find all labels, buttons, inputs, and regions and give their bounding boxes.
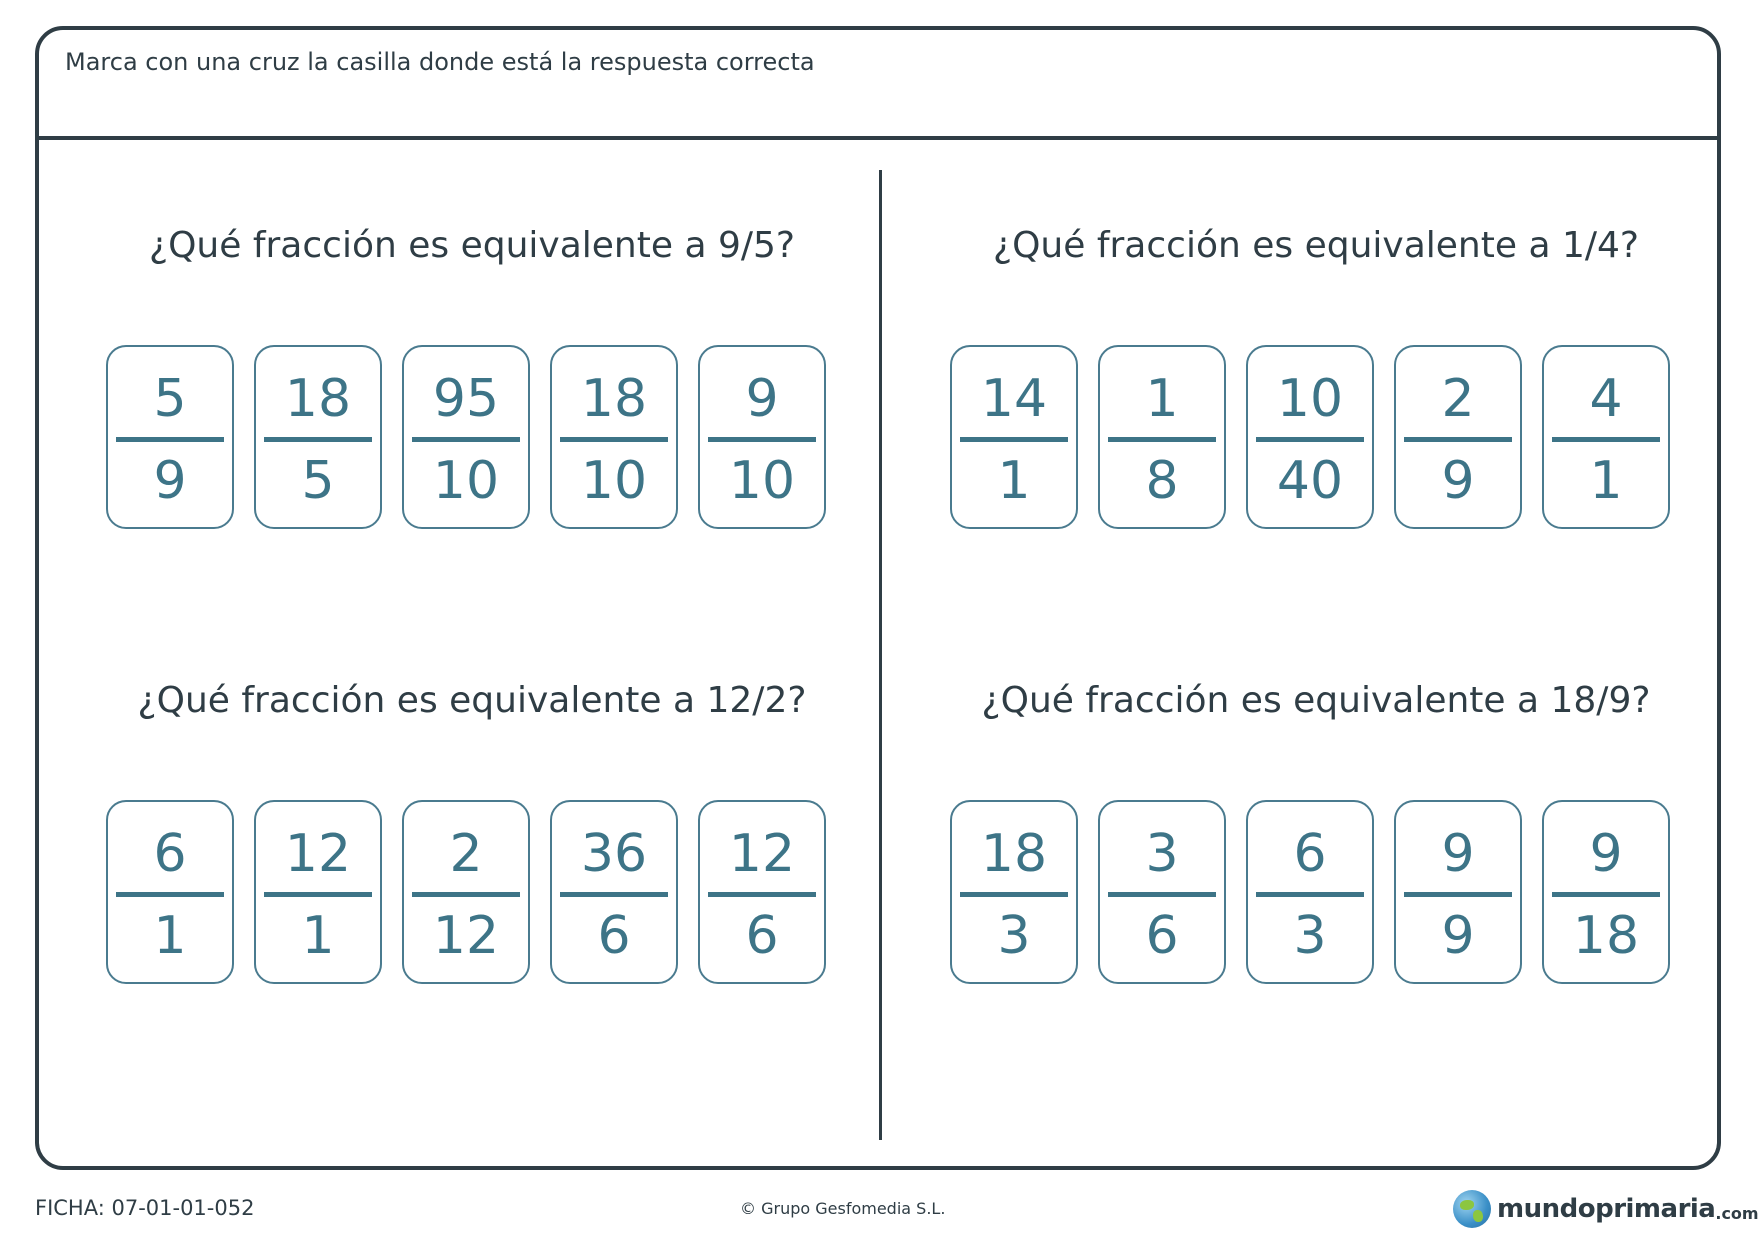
numerator: 14 <box>980 369 1048 429</box>
logo-tld: .com <box>1715 1203 1759 1223</box>
option-card[interactable] <box>254 800 382 984</box>
question-4: ¿Qué fracción es equivalente a 18/9? <box>981 680 1651 721</box>
exercise-2 <box>936 225 1696 545</box>
fraction-bar <box>1404 437 1512 442</box>
numerator: 18 <box>580 369 648 429</box>
denominator: 8 <box>1145 451 1179 511</box>
denominator: 1 <box>153 906 187 966</box>
option-card[interactable] <box>950 800 1078 984</box>
option-card[interactable] <box>1394 345 1522 529</box>
option-card[interactable] <box>550 345 678 529</box>
numerator: 4 <box>1589 369 1623 429</box>
denominator: 10 <box>580 451 648 511</box>
denominator: 3 <box>1293 906 1327 966</box>
option-card[interactable] <box>950 345 1078 529</box>
instruction-text: Marca con una cruz la casilla donde está la respuesta correcta <box>65 48 815 76</box>
option-card[interactable] <box>402 800 530 984</box>
logo-word: mundoprimaria <box>1497 1194 1716 1224</box>
fraction-bar <box>960 892 1068 897</box>
numerator: 6 <box>153 824 187 884</box>
options-2 <box>950 345 1670 529</box>
denominator: 3 <box>997 906 1031 966</box>
denominator: 18 <box>1572 906 1640 966</box>
fraction-bar <box>1552 892 1660 897</box>
option-card[interactable] <box>1246 800 1374 984</box>
numerator: 12 <box>284 824 352 884</box>
exercise-4 <box>936 680 1696 1000</box>
fraction-bar <box>116 437 224 442</box>
denominator: 9 <box>1441 906 1475 966</box>
fraction-bar <box>412 437 520 442</box>
denominator: 1 <box>997 451 1031 511</box>
option-card[interactable] <box>698 800 826 984</box>
denominator: 9 <box>153 451 187 511</box>
option-card[interactable] <box>1098 800 1226 984</box>
fraction-bar <box>412 892 520 897</box>
fraction-bar <box>708 437 816 442</box>
option-card[interactable] <box>254 345 382 529</box>
numerator: 12 <box>728 824 796 884</box>
option-card[interactable] <box>550 800 678 984</box>
option-card[interactable] <box>1394 800 1522 984</box>
denominator: 6 <box>597 906 631 966</box>
denominator: 1 <box>301 906 335 966</box>
fraction-bar <box>1108 437 1216 442</box>
numerator: 18 <box>284 369 352 429</box>
denominator: 6 <box>1145 906 1179 966</box>
option-card[interactable] <box>1542 345 1670 529</box>
fraction-bar <box>1108 892 1216 897</box>
copyright: © Grupo Gesfomedia S.L. <box>740 1199 946 1218</box>
denominator: 9 <box>1441 451 1475 511</box>
options-3 <box>106 800 826 984</box>
option-card[interactable] <box>106 345 234 529</box>
worksheet <box>35 26 1721 1170</box>
denominator: 12 <box>432 906 500 966</box>
question-2: ¿Qué fracción es equivalente a 1/4? <box>992 225 1639 266</box>
fraction-bar <box>264 892 372 897</box>
fraction-bar <box>560 437 668 442</box>
fraction-bar <box>116 892 224 897</box>
fraction-bar <box>1552 437 1660 442</box>
numerator: 6 <box>1293 824 1327 884</box>
option-card[interactable] <box>698 345 826 529</box>
numerator: 9 <box>1441 824 1475 884</box>
numerator: 9 <box>745 369 779 429</box>
numerator: 10 <box>1276 369 1344 429</box>
denominator: 40 <box>1276 451 1344 511</box>
option-card[interactable] <box>1246 345 1374 529</box>
denominator: 10 <box>728 451 796 511</box>
exercise-3 <box>92 680 852 1000</box>
fraction-bar <box>264 437 372 442</box>
numerator: 1 <box>1145 369 1179 429</box>
ficha-code: FICHA: 07-01-01-052 <box>35 1196 255 1220</box>
option-card[interactable] <box>106 800 234 984</box>
question-1: ¿Qué fracción es equivalente a 9/5? <box>148 225 795 266</box>
denominator: 6 <box>745 906 779 966</box>
globe-icon <box>1453 1190 1491 1228</box>
numerator: 5 <box>153 369 187 429</box>
numerator: 2 <box>449 824 483 884</box>
options-1 <box>106 345 826 529</box>
denominator: 10 <box>432 451 500 511</box>
fraction-bar <box>708 892 816 897</box>
denominator: 5 <box>301 451 335 511</box>
column-divider <box>879 170 882 1140</box>
option-card[interactable] <box>1542 800 1670 984</box>
numerator: 9 <box>1589 824 1623 884</box>
numerator: 36 <box>580 824 648 884</box>
exercise-1 <box>92 225 852 545</box>
option-card[interactable] <box>1098 345 1226 529</box>
fraction-bar <box>1404 892 1512 897</box>
fraction-bar <box>960 437 1068 442</box>
fraction-bar <box>1256 437 1364 442</box>
instruction-bar <box>39 30 1717 140</box>
denominator: 1 <box>1589 451 1623 511</box>
numerator: 2 <box>1441 369 1475 429</box>
fraction-bar <box>560 892 668 897</box>
option-card[interactable] <box>402 345 530 529</box>
numerator: 18 <box>980 824 1048 884</box>
brand-logo[interactable] <box>1453 1190 1759 1228</box>
fraction-bar <box>1256 892 1364 897</box>
numerator: 3 <box>1145 824 1179 884</box>
question-3: ¿Qué fracción es equivalente a 12/2? <box>137 680 807 721</box>
numerator: 95 <box>432 369 500 429</box>
options-4 <box>950 800 1670 984</box>
